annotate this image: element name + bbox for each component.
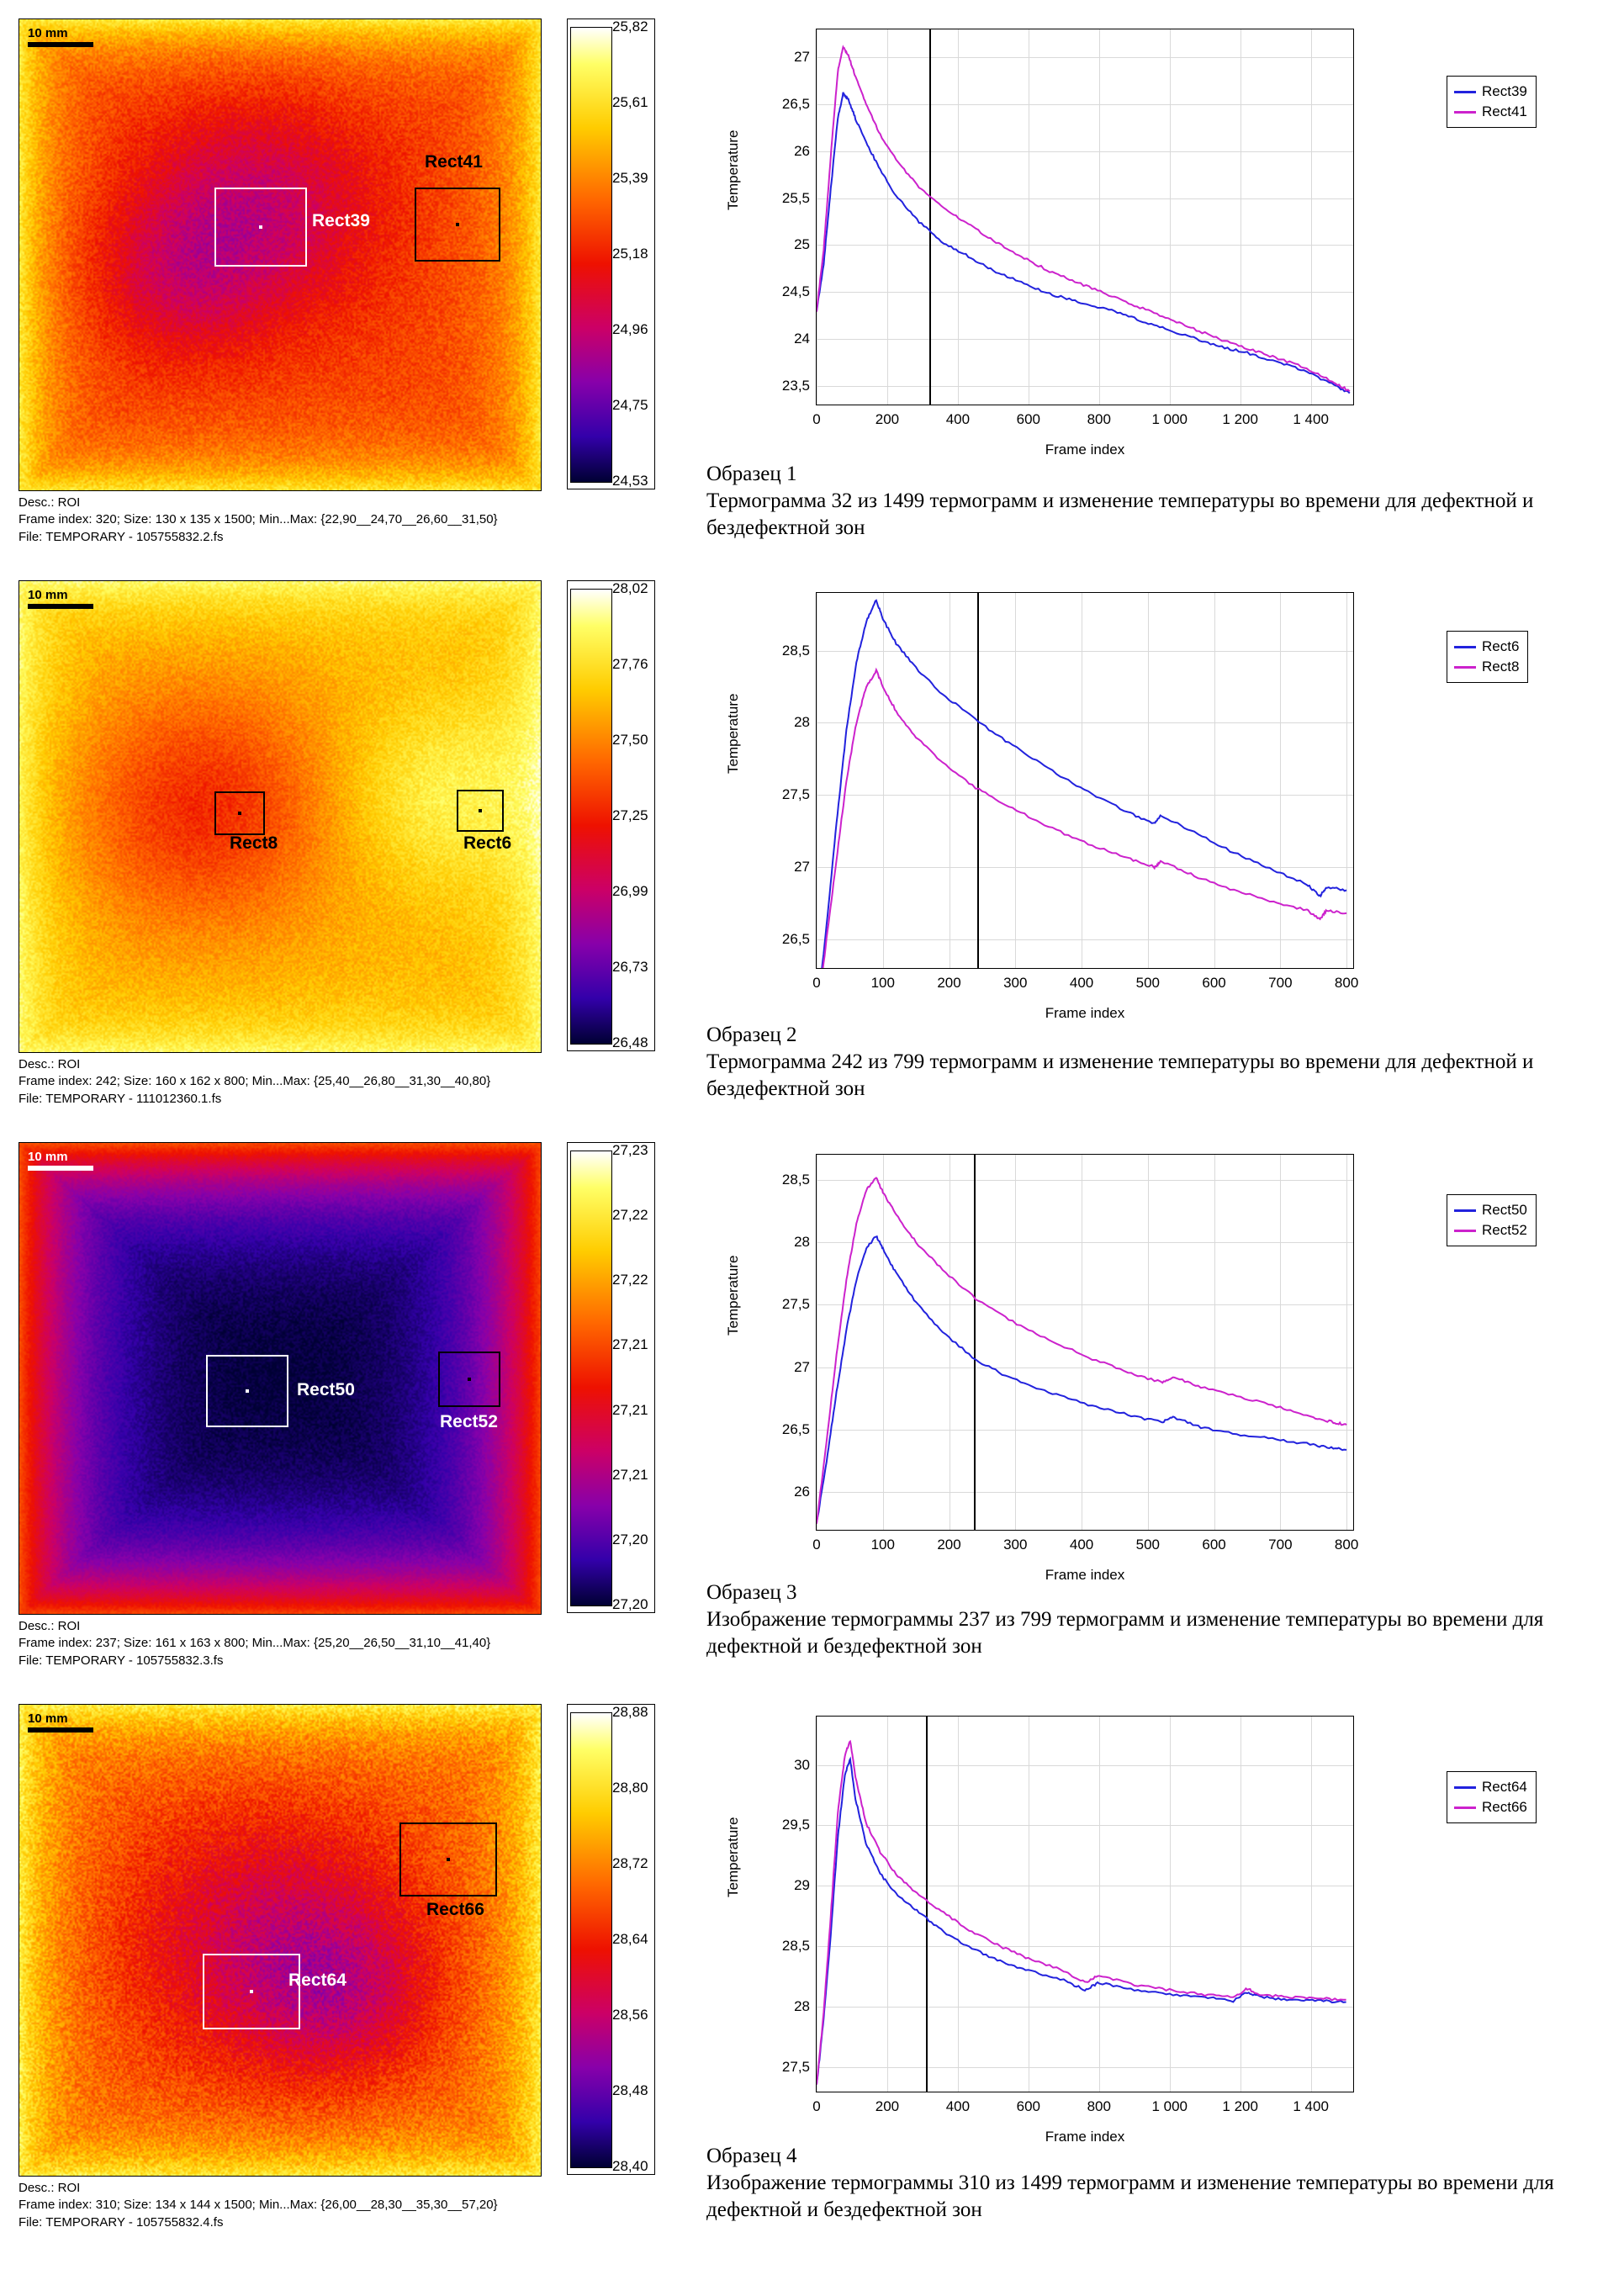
colorbar-tick: 25,82 xyxy=(612,19,648,34)
colorbar-tick: 27,22 xyxy=(612,1272,648,1288)
roi-center-dot xyxy=(447,1858,450,1861)
roi-label-rect50: Rect50 xyxy=(297,1380,355,1399)
y-axis-tick-label: 28,5 xyxy=(781,642,810,659)
colorbar-gradient-2 xyxy=(570,589,612,1045)
colorbar-tick: 24,75 xyxy=(612,397,648,413)
chart-block-3 xyxy=(706,1142,1615,1583)
roi-center-dot xyxy=(246,1389,249,1393)
y-axis-tick-label: 24 xyxy=(794,330,810,346)
colorbar-1 xyxy=(567,19,701,489)
roi-center-dot xyxy=(456,223,459,226)
colorbar-tick: 25,18 xyxy=(612,246,648,262)
chart-2-plot xyxy=(781,592,1359,991)
x-axis-tick-label: 1 000 xyxy=(1151,2098,1188,2114)
caption-1-text: Термограмма 32 из 1499 термограмм и изменение температуры во времени для дефектной и бездефектной зон xyxy=(706,489,1534,539)
chart-4-plot xyxy=(781,1716,1354,2114)
y-axis-tick-label: 26 xyxy=(794,1484,810,1500)
roi-rect64[interactable] xyxy=(203,1954,300,2029)
meta-desc-2: Desc.: ROI xyxy=(19,1057,81,1071)
x-axis-tick-label: 800 xyxy=(1087,2098,1111,2114)
legend-swatch xyxy=(1454,1807,1476,1809)
colorbar-ticks-4 xyxy=(612,1704,696,2175)
colorbar-2 xyxy=(567,580,701,1051)
y-axis-tick-label: 26 xyxy=(794,142,810,159)
legend-item-1 xyxy=(1454,1777,1527,1797)
roi-label-rect8: Rect8 xyxy=(230,833,278,853)
y-axis-tick-label: 27,5 xyxy=(781,1296,810,1313)
meta-frame-4: Frame index: 310; Size: 134 x 144 x 1500; Min...Max: {26,00__28,30__35,30__57,20} xyxy=(19,2198,498,2213)
series-line-rect8 xyxy=(817,669,1346,968)
legend-label: Rect50 xyxy=(1482,1202,1527,1218)
colorbar-tick: 27,21 xyxy=(612,1466,648,1483)
colorbar-ticks-3 xyxy=(612,1142,696,1613)
x-axis-tick-label: 700 xyxy=(1268,975,1293,991)
chart-1-xlabel: Frame index xyxy=(1045,442,1125,458)
colorbar-ticks-2 xyxy=(612,580,696,1051)
legend-swatch xyxy=(1454,111,1476,114)
legend-label: Rect41 xyxy=(1482,103,1527,119)
caption-2-text: Термограмма 242 из 799 термограмм и изменение температуры во времени для дефектной и бездефектной зон xyxy=(706,1050,1534,1100)
colorbar-tick: 24,96 xyxy=(612,321,648,337)
scale-bar-4 xyxy=(28,1711,93,1732)
series-line-rect6 xyxy=(817,600,1346,968)
y-axis-tick-label: 28,5 xyxy=(781,1171,810,1188)
x-axis-tick-label: 400 xyxy=(1069,975,1094,991)
chart-2-ylabel: Temperature xyxy=(725,693,741,774)
thermogram-meta-4 xyxy=(19,2180,691,2231)
colorbar-tick: 27,21 xyxy=(612,1336,648,1353)
x-axis-tick-label: 800 xyxy=(1087,411,1111,427)
roi-rect52[interactable] xyxy=(438,1352,500,1407)
roi-center-dot xyxy=(238,812,241,815)
x-axis-tick-label: 0 xyxy=(812,411,821,427)
chart-1-plot xyxy=(781,29,1354,427)
x-axis-tick-label: 0 xyxy=(812,1537,821,1553)
chart-1-legend xyxy=(1447,76,1537,128)
x-axis-tick-label: 0 xyxy=(812,975,821,991)
roi-rect50[interactable] xyxy=(206,1355,288,1427)
x-axis-tick-label: 100 xyxy=(870,1537,895,1553)
legend-item-2 xyxy=(1454,657,1519,677)
x-axis-tick-label: 300 xyxy=(1003,975,1028,991)
y-axis-tick-label: 26,5 xyxy=(781,96,810,113)
y-axis-tick-label: 28 xyxy=(794,1998,810,2015)
roi-rect66[interactable] xyxy=(399,1822,497,1896)
colorbar-tick: 28,48 xyxy=(612,2082,648,2098)
y-axis-tick-label: 27 xyxy=(794,1358,810,1375)
legend-item-1 xyxy=(1454,82,1527,102)
x-axis-tick-label: 600 xyxy=(1016,411,1041,427)
roi-label-rect52: Rect52 xyxy=(440,1412,498,1431)
colorbar-tick: 28,64 xyxy=(612,1931,648,1947)
colorbar-tick: 27,76 xyxy=(612,656,648,672)
legend-swatch xyxy=(1454,646,1476,648)
thermogram-meta-3 xyxy=(19,1618,691,1669)
scale-bar-2 xyxy=(28,588,93,609)
roi-center-dot xyxy=(479,809,482,812)
chart-block-2 xyxy=(706,580,1615,1021)
legend-swatch xyxy=(1454,666,1476,669)
scale-bar-label-3: 10 mm xyxy=(28,1150,68,1164)
colorbar-tick: 24,53 xyxy=(612,473,648,489)
y-axis-tick-label: 26,5 xyxy=(781,1421,810,1438)
legend-swatch xyxy=(1454,1209,1476,1212)
x-axis-tick-label: 500 xyxy=(1135,1537,1160,1553)
caption-1 xyxy=(706,461,1581,542)
chart-4-ylabel: Temperature xyxy=(725,1817,741,1897)
x-axis-tick-label: 500 xyxy=(1135,975,1160,991)
x-axis-tick-label: 300 xyxy=(1003,1537,1028,1553)
roi-rect41[interactable] xyxy=(415,188,500,262)
thermogram-image-wrap-3 xyxy=(19,1142,691,1615)
colorbar-gradient-3 xyxy=(570,1151,612,1606)
colorbar-tick: 27,23 xyxy=(612,1142,648,1158)
meta-file-2: File: TEMPORARY - 111012360.1.fs xyxy=(19,1091,222,1106)
colorbar-gradient-4 xyxy=(570,1712,612,2168)
y-axis-tick-label: 30 xyxy=(794,1756,810,1773)
y-axis-tick-label: 26,5 xyxy=(781,930,810,947)
chart-block-4 xyxy=(706,1704,1615,2145)
legend-item-2 xyxy=(1454,1220,1527,1241)
colorbar-tick: 27,22 xyxy=(612,1207,648,1224)
series-line-rect52 xyxy=(817,1178,1346,1524)
colorbar-tick: 27,50 xyxy=(612,732,648,748)
colorbar-tick: 28,02 xyxy=(612,580,648,596)
legend-label: Rect8 xyxy=(1482,659,1520,674)
legend-item-2 xyxy=(1454,1797,1527,1817)
thermogram-panel-2 xyxy=(19,580,691,1108)
meta-file-3: File: TEMPORARY - 105755832.3.fs xyxy=(19,1653,224,1668)
roi-rect8[interactable] xyxy=(214,791,265,835)
roi-center-dot xyxy=(468,1378,471,1381)
caption-2-title: Образец 2 xyxy=(706,1024,797,1046)
roi-label-rect39: Rect39 xyxy=(312,211,370,230)
y-axis-tick-label: 27 xyxy=(794,49,810,66)
legend-swatch xyxy=(1454,1786,1476,1789)
series-line-rect41 xyxy=(817,47,1350,391)
chart-2-legend xyxy=(1447,631,1528,683)
colorbar-tick: 28,72 xyxy=(612,1855,648,1871)
legend-label: Rect6 xyxy=(1482,638,1520,654)
legend-label: Rect52 xyxy=(1482,1222,1527,1238)
x-axis-tick-label: 400 xyxy=(945,411,971,427)
series-line-rect50 xyxy=(817,1236,1346,1522)
x-axis-tick-label: 600 xyxy=(1016,2098,1041,2114)
scale-bar-line-4 xyxy=(28,1727,93,1732)
x-axis-tick-label: 700 xyxy=(1268,1537,1293,1553)
colorbar-tick: 25,39 xyxy=(612,170,648,186)
thermogram-image-1 xyxy=(19,19,542,491)
caption-4-title: Образец 4 xyxy=(706,2145,797,2167)
caption-4 xyxy=(706,2143,1581,2224)
scale-bar-label-1: 10 mm xyxy=(28,26,68,40)
colorbar-tick: 28,88 xyxy=(612,1704,648,1720)
y-axis-tick-label: 27,5 xyxy=(781,786,810,803)
x-axis-tick-label: 200 xyxy=(875,411,900,427)
series-line-rect64 xyxy=(817,1759,1346,2085)
chart-3-xlabel: Frame index xyxy=(1045,1567,1125,1583)
meta-frame-3: Frame index: 237; Size: 161 x 163 x 800; Min...Max: {25,20__26,50__31,10__41,40} xyxy=(19,1636,491,1651)
chart-1-ylabel: Temperature xyxy=(725,130,741,210)
y-axis-tick-label: 28 xyxy=(794,714,810,731)
x-axis-tick-label: 200 xyxy=(937,1537,961,1553)
meta-file-1: File: TEMPORARY - 105755832.2.fs xyxy=(19,529,224,544)
caption-3-text: Изображение термограммы 237 из 799 термограмм и изменение температуры во времени для дефектной и бездефектной зон xyxy=(706,1608,1544,1658)
x-axis-tick-label: 800 xyxy=(1334,1537,1359,1553)
scale-bar-label-4: 10 mm xyxy=(28,1711,68,1726)
legend-label: Rect66 xyxy=(1482,1799,1527,1815)
y-axis-tick-label: 27 xyxy=(794,858,810,875)
chart-block-1 xyxy=(706,17,1615,458)
series-line-rect39 xyxy=(817,93,1350,394)
x-axis-tick-label: 200 xyxy=(875,2098,900,2114)
caption-3-title: Образец 3 xyxy=(706,1581,797,1604)
scale-bar-3 xyxy=(28,1150,93,1171)
colorbar-tick: 26,73 xyxy=(612,959,648,975)
y-axis-tick-label: 28,5 xyxy=(781,1938,810,1955)
chart-3-legend xyxy=(1447,1194,1537,1246)
y-axis-tick-label: 29,5 xyxy=(781,1817,810,1833)
chart-4-xlabel: Frame index xyxy=(1045,2129,1125,2145)
x-axis-tick-label: 100 xyxy=(870,975,895,991)
thermogram-panel-1 xyxy=(19,19,691,546)
caption-1-title: Образец 1 xyxy=(706,463,797,485)
legend-item-1 xyxy=(1454,637,1519,657)
roi-rect39[interactable] xyxy=(214,188,307,267)
colorbar-tick: 28,56 xyxy=(612,2007,648,2023)
thermogram-image-3 xyxy=(19,1142,542,1615)
y-axis-tick-label: 28 xyxy=(794,1234,810,1251)
chart-2-xlabel: Frame index xyxy=(1045,1005,1125,1021)
colorbar-tick: 27,20 xyxy=(612,1596,648,1612)
x-axis-tick-label: 400 xyxy=(945,2098,971,2114)
caption-3 xyxy=(706,1579,1581,1660)
colorbar-gradient-1 xyxy=(570,27,612,483)
scale-bar-line-1 xyxy=(28,42,93,47)
colorbar-tick: 27,25 xyxy=(612,807,648,823)
legend-label: Rect64 xyxy=(1482,1779,1527,1795)
thermogram-panel-4 xyxy=(19,1704,691,2231)
colorbar-4 xyxy=(567,1704,701,2175)
meta-desc-3: Desc.: ROI xyxy=(19,1619,81,1633)
y-axis-tick-label: 25,5 xyxy=(781,189,810,206)
y-axis-tick-label: 23,5 xyxy=(781,377,810,394)
scale-bar-line-2 xyxy=(28,604,93,609)
legend-label: Rect39 xyxy=(1482,83,1527,99)
thermogram-meta-2 xyxy=(19,1056,691,1108)
colorbar-tick: 27,20 xyxy=(612,1531,648,1547)
chart-3-plot xyxy=(781,1154,1359,1553)
meta-frame-2: Frame index: 242; Size: 160 x 162 x 800; Min...Max: {25,40__26,80__31,30__40,80} xyxy=(19,1074,491,1089)
legend-item-2 xyxy=(1454,102,1527,122)
y-axis-tick-label: 29 xyxy=(794,1877,810,1894)
thermogram-image-wrap-1 xyxy=(19,19,691,491)
x-axis-tick-label: 400 xyxy=(1069,1537,1094,1553)
x-axis-tick-label: 800 xyxy=(1334,975,1359,991)
colorbar-tick: 26,48 xyxy=(612,1034,648,1050)
meta-frame-1: Frame index: 320; Size: 130 x 135 x 1500; Min...Max: {22,90__24,70__26,60__31,50} xyxy=(19,512,498,527)
legend-item-1 xyxy=(1454,1200,1527,1220)
y-axis-tick-label: 24,5 xyxy=(781,283,810,300)
roi-center-dot xyxy=(250,1990,253,1993)
series-line-rect66 xyxy=(817,1742,1346,2085)
chart-3-ylabel: Temperature xyxy=(725,1255,741,1336)
scale-bar-line-3 xyxy=(28,1166,93,1171)
meta-desc-1: Desc.: ROI xyxy=(19,495,81,510)
roi-label-rect66: Rect66 xyxy=(426,1900,484,1919)
colorbar-tick: 27,21 xyxy=(612,1401,648,1418)
colorbar-tick: 28,40 xyxy=(612,2158,648,2174)
x-axis-tick-label: 600 xyxy=(1202,975,1226,991)
x-axis-tick-label: 0 xyxy=(812,2098,821,2114)
thermogram-meta-1 xyxy=(19,495,691,546)
thermogram-image-wrap-2 xyxy=(19,580,691,1053)
x-axis-tick-label: 1 400 xyxy=(1293,411,1329,427)
y-axis-tick-label: 25 xyxy=(794,236,810,253)
thermogram-image-wrap-4 xyxy=(19,1704,691,2177)
x-axis-tick-label: 1 200 xyxy=(1222,2098,1258,2114)
x-axis-tick-label: 600 xyxy=(1202,1537,1226,1553)
meta-file-4: File: TEMPORARY - 105755832.4.fs xyxy=(19,2214,224,2230)
x-axis-tick-label: 200 xyxy=(937,975,961,991)
roi-label-rect6: Rect6 xyxy=(463,833,512,853)
roi-center-dot xyxy=(259,225,262,229)
y-axis-tick-label: 27,5 xyxy=(781,2059,810,2076)
scale-bar-label-2: 10 mm xyxy=(28,588,68,602)
meta-desc-4: Desc.: ROI xyxy=(19,2181,81,2195)
caption-4-text: Изображение термограммы 310 из 1499 термограмм и изменение температуры во времени для дефектной и бездефектной зон xyxy=(706,2172,1554,2221)
chart-4-legend xyxy=(1447,1771,1537,1823)
roi-label-rect41: Rect41 xyxy=(425,152,483,172)
x-axis-tick-label: 1 400 xyxy=(1293,2098,1329,2114)
x-axis-tick-label: 1 000 xyxy=(1151,411,1188,427)
roi-rect6[interactable] xyxy=(457,790,504,832)
colorbar-tick: 26,99 xyxy=(612,883,648,899)
colorbar-ticks-1 xyxy=(612,19,696,489)
colorbar-3 xyxy=(567,1142,701,1613)
thermogram-image-4 xyxy=(19,1704,542,2177)
legend-swatch xyxy=(1454,1230,1476,1232)
roi-label-rect64: Rect64 xyxy=(288,1971,346,1990)
colorbar-tick: 25,61 xyxy=(612,94,648,110)
colorbar-tick: 28,80 xyxy=(612,1780,648,1796)
x-axis-tick-label: 1 200 xyxy=(1222,411,1258,427)
caption-2 xyxy=(706,1022,1581,1103)
thermogram-image-2 xyxy=(19,580,542,1053)
legend-swatch xyxy=(1454,91,1476,93)
scale-bar-1 xyxy=(28,26,93,47)
thermogram-panel-3 xyxy=(19,1142,691,1669)
